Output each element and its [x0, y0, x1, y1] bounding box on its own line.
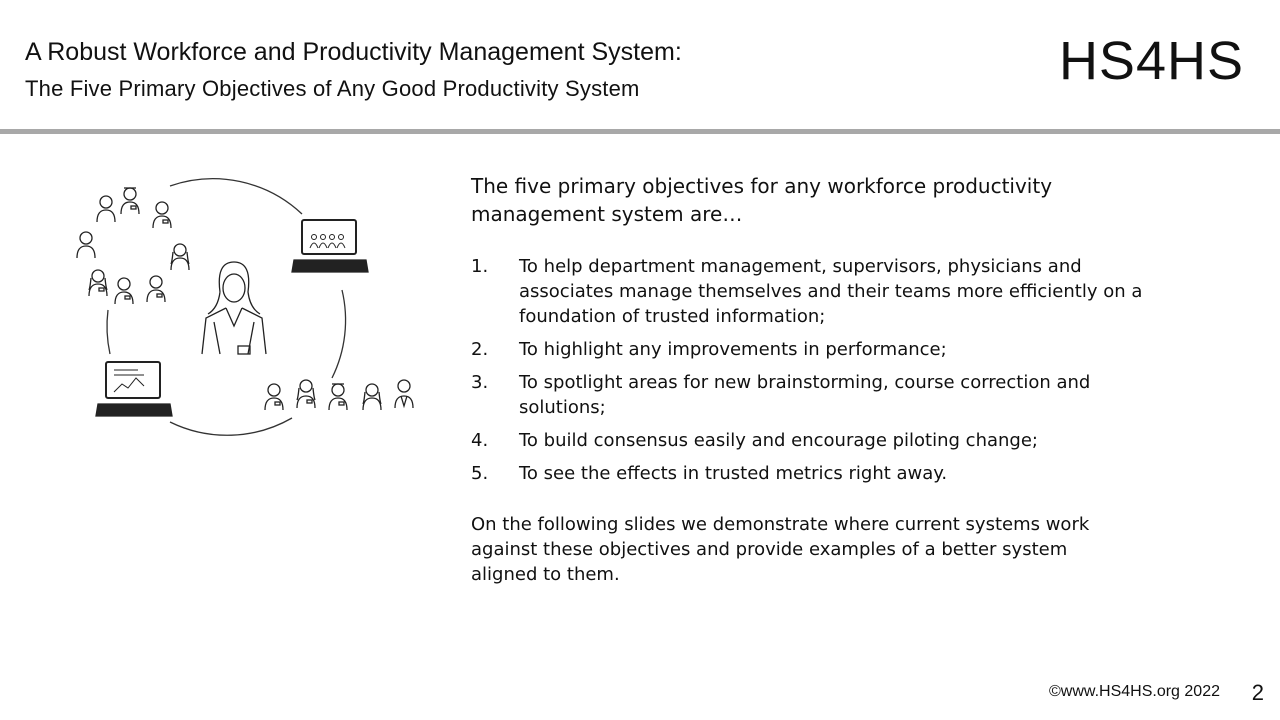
person-icon — [202, 262, 266, 354]
item-number: 2. — [471, 339, 489, 360]
closing-text: On the following slides we demonstrate where current systems work against these objectives and provide examples of a better system aligned to them. — [471, 514, 1090, 585]
cycle-arc-top — [170, 179, 302, 214]
list-item — [471, 461, 1171, 486]
item-text: To see the effects in trusted metrics right away. — [519, 463, 948, 484]
item-number: 4. — [471, 430, 489, 451]
item-text: To build consensus easily and encourage piloting change; — [519, 430, 1038, 451]
intro-text: The five primary objectives for any workforce productivity management system are… — [471, 174, 1053, 226]
page-number: 2 — [1251, 680, 1264, 705]
slide-title: A Robust Workforce and Productivity Management System: — [25, 38, 682, 66]
item-text: To highlight any improvements in performance; — [519, 339, 947, 360]
people-group-icon — [77, 188, 189, 304]
list-item — [471, 254, 1171, 329]
objectives-list — [471, 254, 1171, 486]
list-item — [471, 337, 1171, 362]
item-number: 3. — [471, 372, 489, 393]
brand-logo: HS4HS — [1058, 31, 1244, 91]
header-divider — [0, 129, 1280, 134]
people-row-icon — [265, 380, 413, 410]
copyright-text: ©www.HS4HS.org 2022 — [1049, 683, 1220, 700]
list-item — [471, 428, 1171, 453]
cycle-arc-bottom — [170, 418, 292, 435]
cycle-arc-left — [107, 310, 110, 354]
item-text: To help department management, supervisors, physicians and associates manage themselves and their teams more efficiently on a foundation of trusted information; — [519, 256, 1143, 327]
laptop-icon — [292, 220, 368, 272]
item-number: 5. — [471, 463, 489, 484]
workforce-illustration — [70, 170, 440, 450]
laptop-icon — [96, 362, 172, 416]
item-text: To spotlight areas for new brainstorming, course correction and solutions; — [519, 372, 1091, 418]
cycle-arc-right — [332, 290, 346, 378]
slide-subtitle: The Five Primary Objectives of Any Good Productivity System — [25, 76, 640, 101]
item-number: 1. — [471, 256, 489, 277]
list-item — [471, 370, 1171, 420]
objectives-panel — [471, 172, 1171, 587]
